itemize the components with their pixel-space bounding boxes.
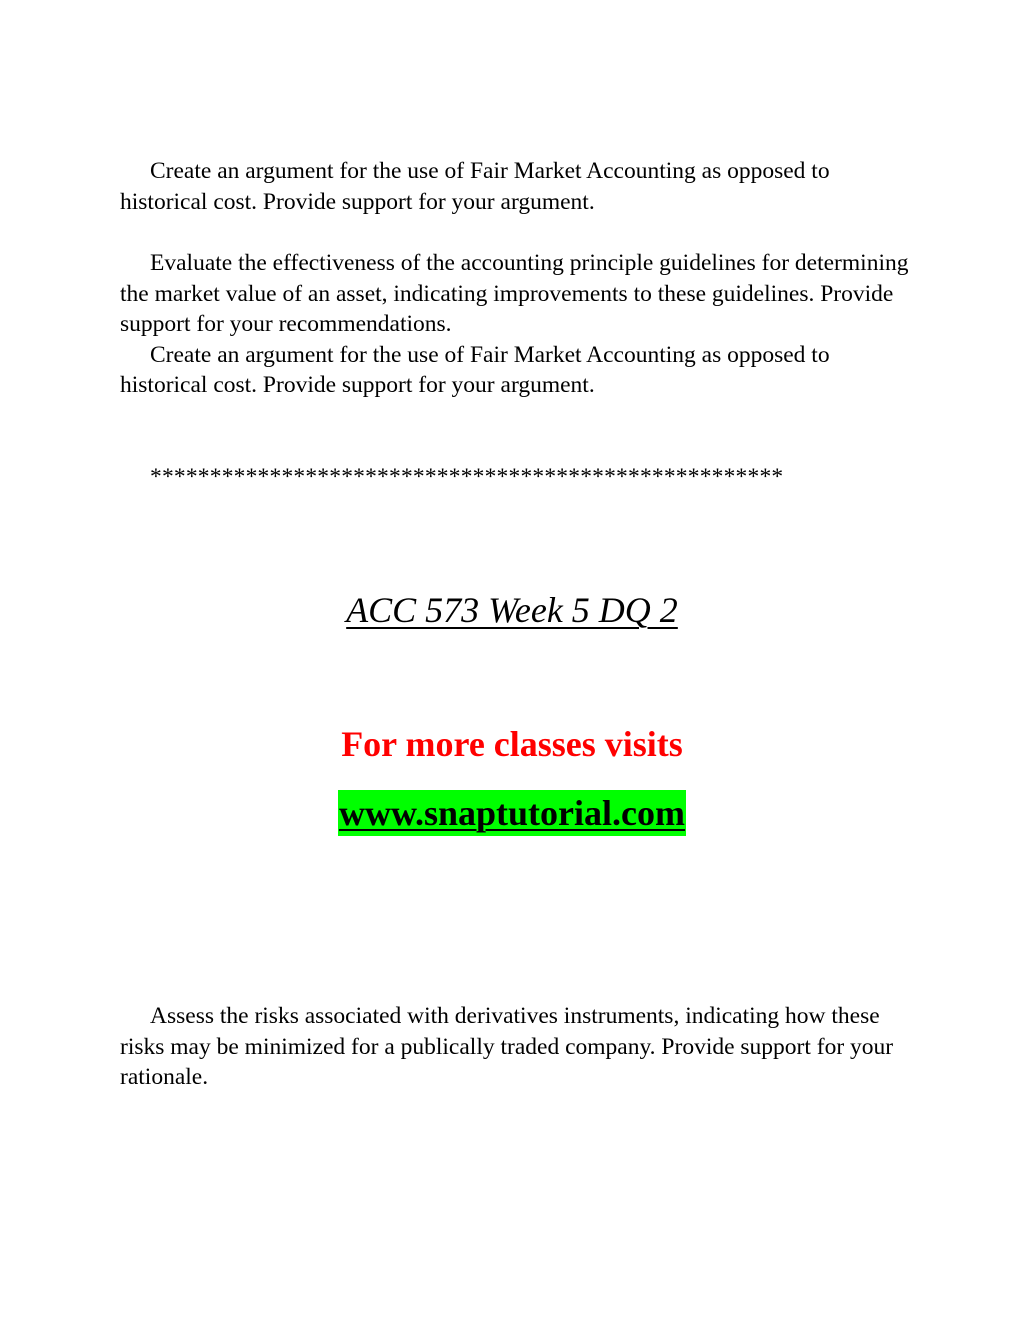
paragraph-fair-market-argument: Create an argument for the use of Fair Market Accounting as opposed to historical cost. Provide support for your argument. — [120, 158, 830, 215]
promo-text: For more classes visits — [341, 724, 683, 764]
paragraph-evaluate-guidelines: Evaluate the effectiveness of the accounting principle guidelines for determining the market value of an asset, indicating improvements to these guidelines. Provide support for your recommendations. — [120, 250, 909, 337]
paragraph-fair-market-argument-repeat: Create an argument for the use of Fair Market Accounting as opposed to historical cost. Provide support for your argument. — [120, 341, 830, 398]
website-link[interactable]: www.snaptutorial.com — [338, 790, 686, 836]
separator-asterisks: ***************************************************** — [150, 464, 784, 490]
page-title: ACC 573 Week 5 DQ 2 — [346, 590, 678, 630]
paragraph-derivatives-risks: Assess the risks associated with derivatives instruments, indicating how these risks may be minimized for a publically traded company. Provide support for your rationale. — [120, 1003, 894, 1090]
paragraph-group-evaluate — [120, 248, 910, 401]
website-wrapper — [0, 790, 1024, 836]
